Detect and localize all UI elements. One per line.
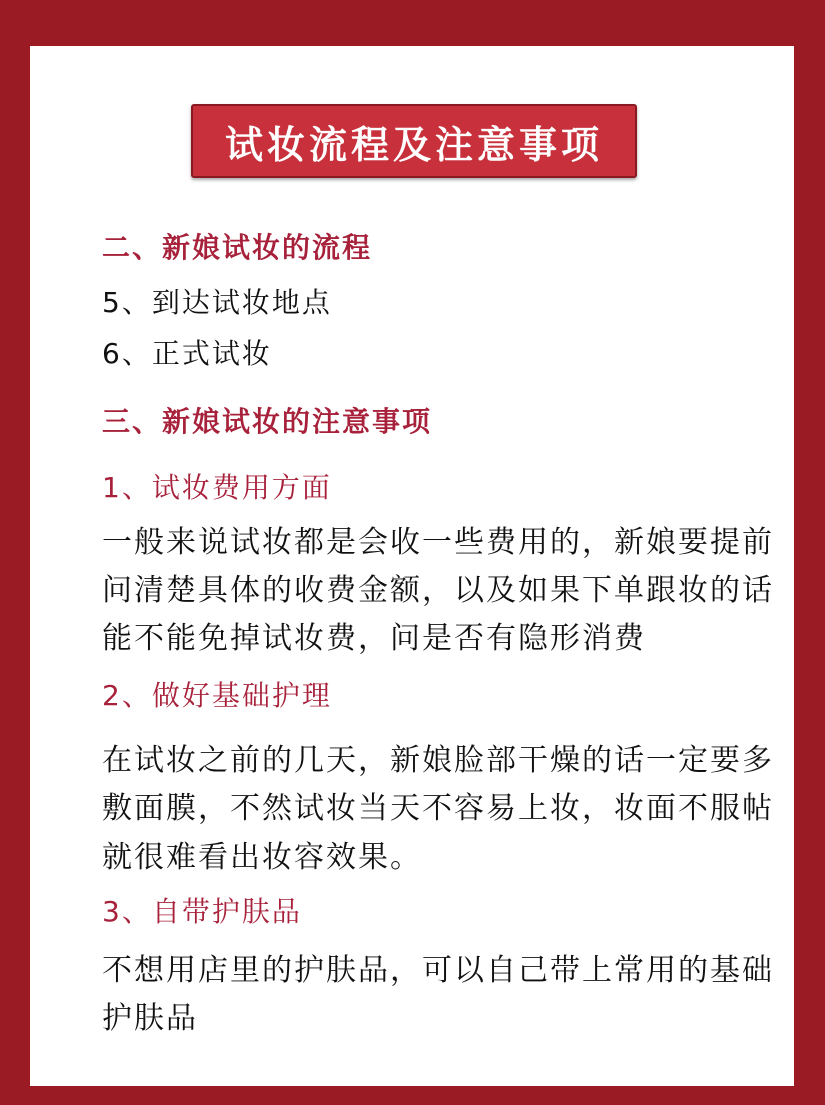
note-title-3: 3、自带护肤品 [102,895,302,928]
note-1-line-2: 问清楚具体的收费金额，以及如果下单跟妆的话 [102,573,774,608]
page-title: 试妆流程及注意事项 [224,121,603,167]
title-banner [191,104,637,178]
content-card [30,46,794,1086]
note-2-line-2: 敷面膜，不然试妆当天不容易上妆，妆面不服帖 [102,791,774,826]
note-1-line-3: 能不能免掉试妆费，问是否有隐形消费 [102,621,646,656]
note-2-line-3: 就很难看出妆容效果。 [102,840,422,875]
note-3-line-2: 护肤品 [102,1001,198,1036]
note-title-2: 2、做好基础护理 [102,679,332,712]
section-heading-notes: 三、新娘试妆的注意事项 [102,405,433,438]
process-step-5: 5、到达试妆地点 [102,286,332,319]
note-2-line-1: 在试妆之前的几天，新娘脸部干燥的话一定要多 [102,743,774,778]
note-1-line-1: 一般来说试妆都是会收一些费用的，新娘要提前 [102,525,774,560]
note-title-1: 1、试妆费用方面 [102,471,332,504]
process-step-6: 6、正式试妆 [102,337,272,370]
note-3-line-1: 不想用店里的护肤品，可以自己带上常用的基础 [102,953,774,988]
section-heading-process: 二、新娘试妆的流程 [102,231,373,264]
